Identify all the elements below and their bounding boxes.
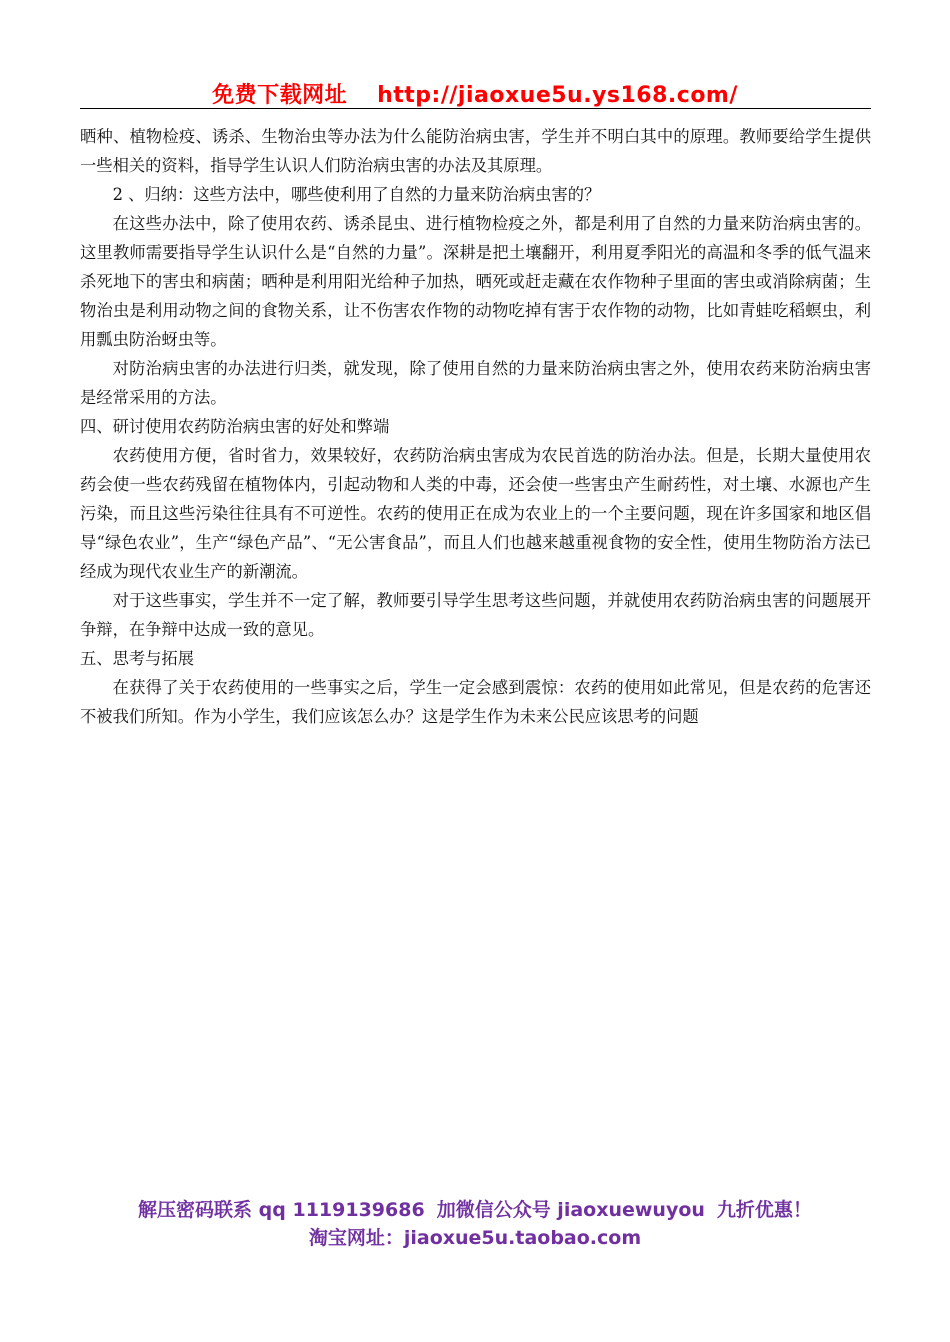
footer-line-contact bbox=[40, 1196, 910, 1224]
document-body bbox=[80, 122, 871, 731]
footer-wechat: 加微信公众号 jiaoxuewuyou bbox=[436, 1199, 705, 1221]
paragraph: 对防治病虫害的办法进行归类，就发现，除了使用自然的力量来防治病虫害之外，使用农药来防治病虫害是经常采用的方法。 bbox=[80, 359, 871, 407]
paragraph: 晒种、植物检疫、诱杀、生物治虫等办法为什么能防治病虫害，学生并不明白其中的原理。教师要给学生提供一些相关的资料，指导学生认识人们防治病虫害的办法及其原理。 bbox=[80, 127, 871, 175]
header-divider bbox=[80, 108, 871, 109]
paragraph: 对于这些事实，学生并不一定了解，教师要引导学生思考这些问题，并就使用农药防治病虫害的问题展开争辩，在争辩中达成一致的意见。 bbox=[80, 591, 871, 639]
page-header bbox=[80, 78, 870, 109]
header-url[interactable]: http://jiaoxue5u.ys168.com/ bbox=[377, 83, 738, 108]
footer-qq: 解压密码联系 qq 1119139686 bbox=[138, 1199, 425, 1221]
paragraph: 农药使用方便，省时省力，效果较好，农药防治病虫害成为农民首选的防治办法。但是，长期大量使用农药会使一些农药残留在植物体内，引起动物和人类的中毒，还会使一些害虫产生耐药性，对土壤、水源也产生污染，而且这些污染往往具有不可逆性。农药的使用正在成为农业上的一个主要问题，现在许多国家和地区倡导“绿色农业”，生产“绿色产品”、“无公害食品”，而且人们也越来越重视食物的安全性，使用生物防治方法已经成为现代农业生产的新潮流。 bbox=[80, 446, 871, 581]
paragraph: 2 、归纳：这些方法中，哪些使利用了自然的力量来防治病虫害的？ bbox=[112, 185, 601, 204]
footer-discount: 九折优惠！ bbox=[716, 1199, 812, 1221]
footer-taobao-link[interactable]: 淘宝网址：jiaoxue5u.taobao.com bbox=[308, 1227, 642, 1249]
paragraph: 在这些办法中，除了使用农药、诱杀昆虫、进行植物检疫之外，都是利用了自然的力量来防治病虫害的。这里教师需要指导学生认识什么是“自然的力量”。深耕是把土壤翻开，利用夏季阳光的高温和冬季的低气温来杀死地下的害虫和病菌；晒种是利用阳光给种子加热，晒死或赶走藏在农作物种子里面的害虫或消除病菌；生物治虫是利用动物之间的食物关系，让不伤害农作物的动物吃掉有害于农作物的动物，比如青蛙吃稻螟虫，利用瓢虫防治蚜虫等。 bbox=[80, 214, 871, 349]
page-footer bbox=[40, 1196, 910, 1252]
section-heading: 四、研讨使用农药防治病虫害的好处和弊端 bbox=[80, 417, 390, 436]
section-heading: 五、思考与拓展 bbox=[80, 649, 194, 668]
header-label: 免费下载网址 bbox=[212, 83, 348, 108]
paragraph: 在获得了关于农药使用的一些事实之后，学生一定会感到震惊：农药的使用如此常见，但是农药的危害还不被我们所知。作为小学生，我们应该怎么办？这是学生作为未来公民应该思考的问题 bbox=[80, 678, 871, 726]
